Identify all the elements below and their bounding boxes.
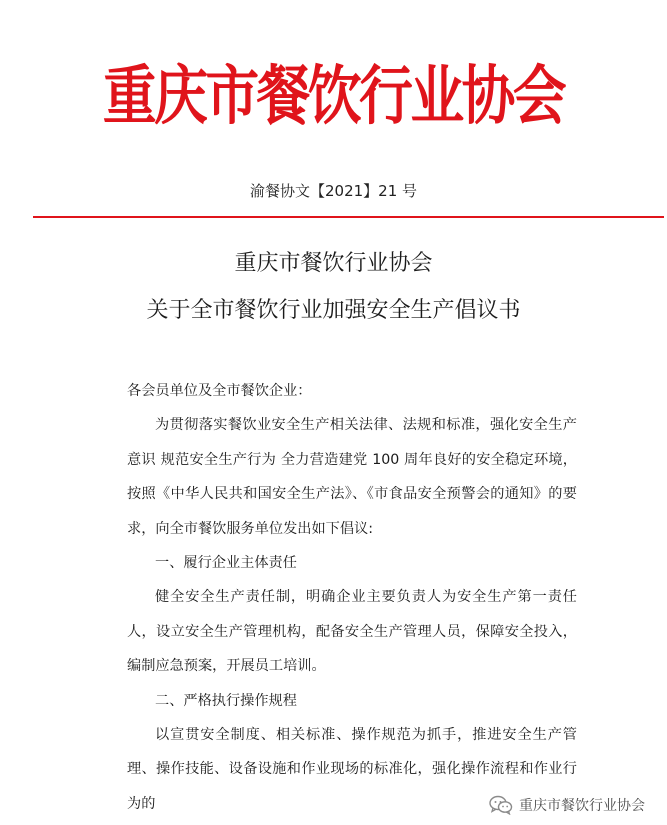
title-line-2: 关于全市餐饮行业加强安全生产倡议书 — [146, 298, 521, 323]
salutation: 各会员单位及全市餐饮企业： — [127, 383, 312, 399]
section-2-heading: 二、严格执行操作规程 — [155, 692, 297, 709]
wechat-icon — [489, 795, 513, 815]
wechat-watermark — [489, 795, 645, 815]
section-2-paragraph: 以宣贯安全制度、相关标准、操作规范为抓手，推进安全生产管理、操作技能、设备设施和作业现场的标准化，强化操作流程和作业行为的 — [127, 727, 577, 812]
watermark-text: 重庆市餐饮行业协会 — [519, 798, 645, 814]
header-divider — [33, 216, 664, 218]
document-body — [127, 374, 577, 821]
document-number: 渝餐协文【2021】21 号 — [249, 182, 418, 200]
section-1-heading: 一、履行企业主体责任 — [155, 555, 297, 572]
intro-paragraph: 为贯彻落实餐饮业安全生产相关法律、法规和标准，强化安全生产意识 规范安全生产行为 全力营造建党 100 周年良好的安全稳定环境，按照《中华人民共和国安全生产法》、《市食品安全预警会的通知》的要求，向全市餐饮服务单位发出如下倡议: — [127, 417, 577, 537]
organization-header: 重庆市餐饮行业协会 — [102, 59, 565, 134]
title-line-1: 重庆市餐饮行业协会 — [234, 251, 433, 276]
section-1-paragraph: 健全安全生产责任制，明确企业主要负责人为安全生产第一责任人，设立安全生产管理机构，配备安全生产管理人员，保障安全投入，编制应急预案，开展员工培训。 — [127, 589, 577, 675]
